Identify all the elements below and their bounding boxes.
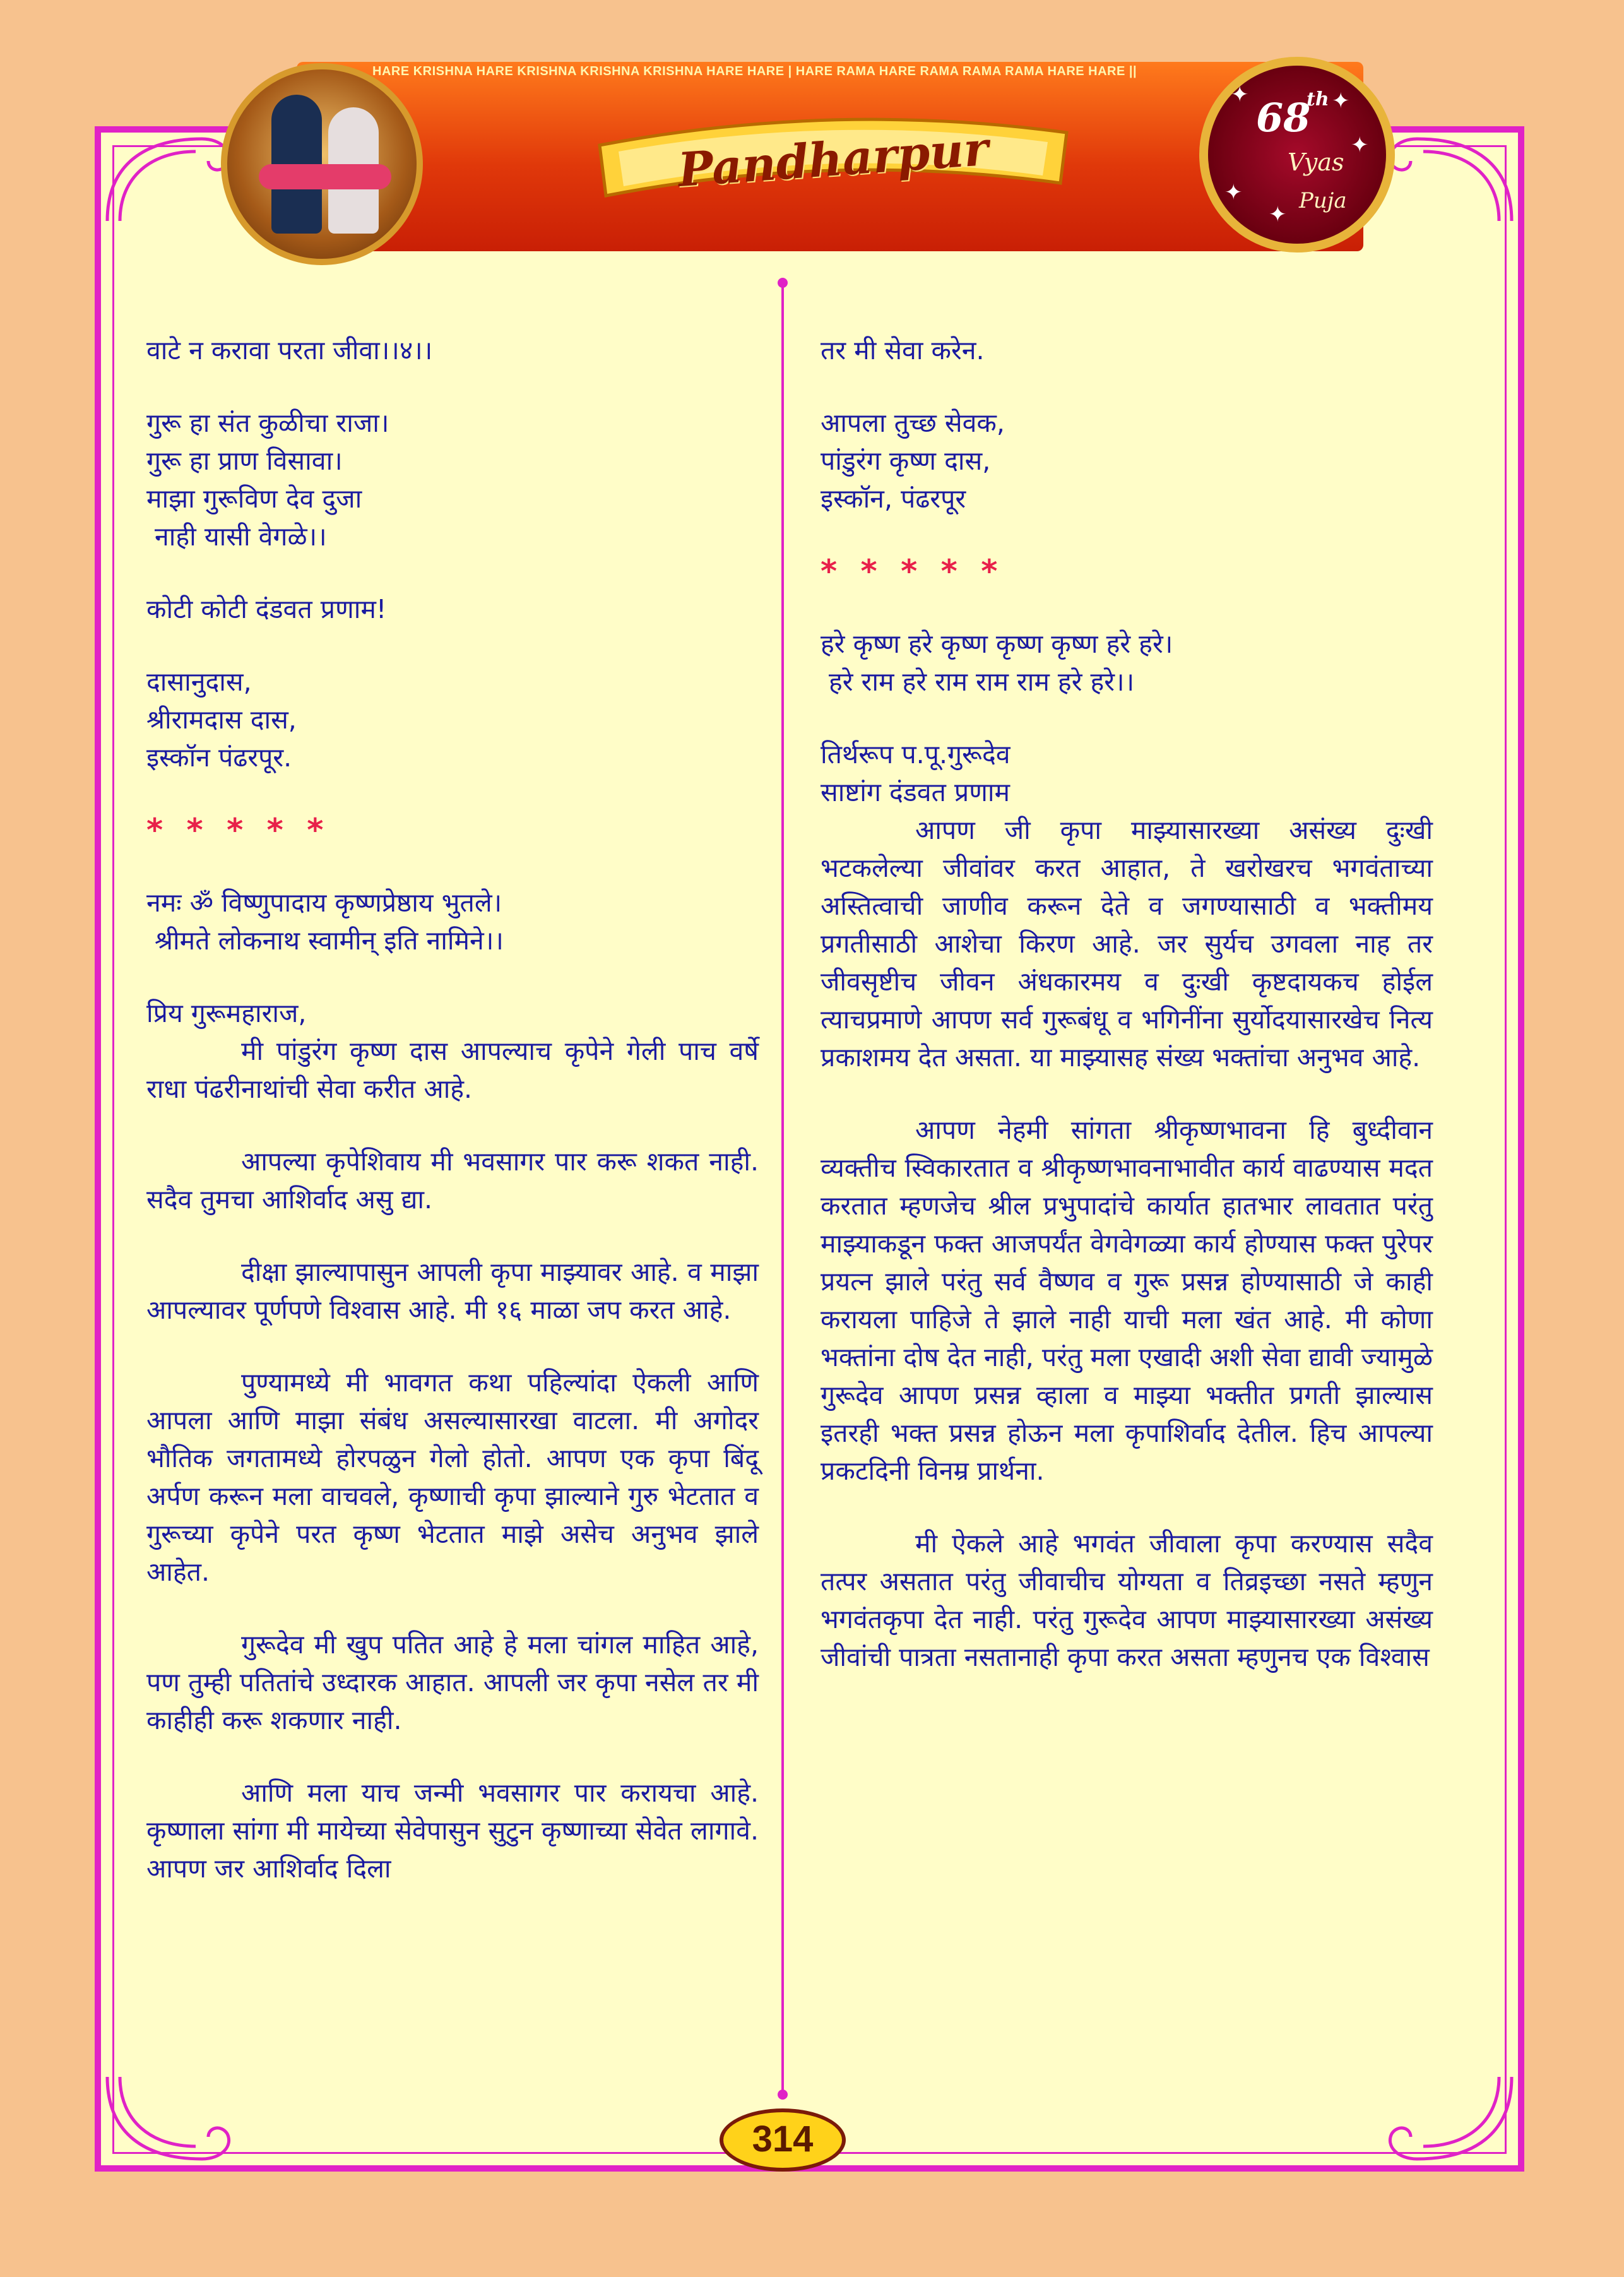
star-icon: ✦ (1332, 88, 1350, 114)
spacer (146, 960, 759, 994)
section-separator: * * * * * (821, 553, 1004, 590)
spacer (146, 1591, 759, 1626)
badge-line-puja: Puja (1299, 188, 1347, 213)
badge-superscript: th (1307, 88, 1329, 110)
corner-ornament-bottom-left (95, 2064, 259, 2172)
spacer (146, 556, 759, 590)
paragraph: मी पांडुरंग कृष्ण दास आपल्याच कृपेने गेली पाच वर्षे राधा पंढरीनाथांची सेवा करीत आहे. (146, 1036, 759, 1104)
spacer (821, 590, 1433, 625)
text-line: वाटे न करावा परता जीवा।।४।। (146, 335, 433, 366)
text-line: श्रीरामदास दास, (146, 705, 297, 735)
spacer (146, 849, 759, 884)
page-number: 314 (720, 2108, 846, 2172)
badge-line-vyas: Vyas (1288, 148, 1344, 176)
text-line: हरे कृष्ण हरे कृष्ण कृष्ण कृष्ण हरे हरे। (821, 629, 1173, 659)
text-line: इस्कॉन, पंढरपूर (821, 484, 966, 514)
paragraph: आणि मला याच जन्मी भवसागर पार करायचा आहे. कृष्णाला सांगा मी मायेच्या सेवेपासुन सुटुन कृष्णाच्या सेवेत लागावे. आपण जर आशिर्वाद दिला (146, 1778, 759, 1884)
text-line: कोटी कोटी दंडवत प्रणाम! (146, 594, 387, 624)
divider-dot-bottom (778, 2090, 788, 2100)
star-icon: ✦ (1269, 202, 1287, 227)
spacer (146, 1108, 759, 1143)
text-line: नमः ॐ विष्णुपादाय कृष्णप्रेष्ठाय भुतले। (146, 888, 502, 918)
header-mantra: HARE KRISHNA HARE KRISHNA KRISHNA KRISHNA HARE HARE | HARE RAMA HARE RAMA RAMA RAMA HARE HARE || (372, 64, 1137, 78)
text-line: गुरू हा संत कुळीचा राजा। (146, 408, 389, 438)
paragraph: गुरूदेव मी खुप पतित आहे हे मला चांगल माहित आहे, पण तुम्ही पतितांचे उध्दारक आहात. आपली जर कृपा नसेल तर मी काहीही करू शकणार नाही. (146, 1629, 759, 1735)
page-title: Pandharpur (676, 121, 990, 198)
spacer (146, 369, 759, 404)
text-line: आपला तुच्छ सेवक, (821, 408, 1005, 438)
text-line: तर मी सेवा करेन. (821, 335, 985, 366)
section-separator: * * * * * (146, 812, 330, 848)
text-line: साष्टांग दंडवत प्रणाम (821, 777, 1011, 807)
spacer (146, 1329, 759, 1364)
paragraph: दीक्षा झाल्यापासुन आपली कृपा माझ्यावर आहे. व माझा आपल्यावर पूर्णपणे विश्वास आहे. मी १६ माळा जप करत आहे. (146, 1257, 759, 1325)
divider-dot-top (778, 278, 788, 288)
text-line: प्रिय गुरूमहाराज, (146, 998, 307, 1028)
text-line: गुरू हा प्राण विसावा। (146, 446, 343, 476)
spacer (821, 701, 1433, 735)
text-line: नाही यासी वेगळे।। (146, 521, 327, 552)
spacer (146, 776, 759, 811)
star-icon: ✦ (1231, 82, 1249, 107)
text-line: इस्कॉन पंढरपूर. (146, 742, 292, 773)
text-line: श्रीमते लोकनाथ स्वामीन् इति नामिने।। (146, 925, 504, 956)
star-icon: ✦ (1351, 133, 1369, 158)
spacer (821, 369, 1433, 404)
paragraph: मी ऐकले आहे भगवंत जीवाला कृपा करण्यास सदैव तत्पर असतात परंतु जीवाचीच योग्यता व तिव्रइच्छा नसते म्हणुन भगवंतकृपा देत नाही. परंतु गुरूदेव आपण माझ्यासारख्या असंख्य जीवांची पात्रता नसतानाही कृपा करत असता म्हणुनच एक विश्वास (821, 1528, 1433, 1672)
paragraph: आपण जी कृपा माझ्यासारख्या असंख्य दुःखी भटकलेल्या जीवांवर करत आहात, ते खरोखरच भगवंताच्या अस्तित्वाची जाणीव करून देते व जगण्यासाठी व भक्तीमय प्रगतीसाठी आशेचा किरण आहे. जर सुर्यच उगवला नाह तर जीवसृष्टीच जीवन अंधकारमय व दुःखी कृष्टदायकच होईल त्याचप्रमाणे आपण सर्व गुरूबंधू व भगिनींना सुर्योदयासारखेच नित्य प्रकाशमय देत असता. या माझ्यासह संख्य भक्तांचा अनुभव आहे. (821, 815, 1433, 1073)
corner-ornament-bottom-right (1360, 2064, 1524, 2172)
text-line: पांडुरंग कृष्ण दास, (821, 446, 991, 476)
right-column (821, 331, 1433, 1676)
spacer (821, 1490, 1433, 1525)
spacer (821, 1076, 1433, 1111)
text-line: हरे राम हरे राम राम राम हरे हरे।। (821, 667, 1135, 697)
spacer (146, 628, 759, 663)
paragraph: पुण्यामध्ये मी भावगत कथा पहिल्यांदा ऐकली आणि आपला आणि माझा संबंध असल्यासारखा वाटला. मी अगोदर भौतिक जगतामध्ये होरपळुन गेलो होतो. आपण एक कृपा बिंदू अर्पण करून मला वाचवले, कृष्णाची कृपा झाल्याने गुरु भेटतात व गुरूच्या कृपेने परत कृष्ण भेटतात माझे असेच अनुभव झाले आहेत. (146, 1367, 759, 1587)
spacer (821, 518, 1433, 552)
left-column (146, 331, 759, 1888)
text-line: माझा गुरूविण देव दुजा (146, 484, 362, 514)
column-divider (781, 281, 784, 2096)
star-icon: ✦ (1224, 180, 1243, 205)
spacer (146, 1739, 759, 1774)
deity-medallion-icon (221, 63, 423, 265)
text-line: तिर्थरूप प.पू.गुरूदेव (821, 739, 1011, 770)
paragraph: आपल्या कृपेशिवाय मी भवसागर पार करू शकत नाही. सदैव तुमचा आशिर्वाद असु द्या. (146, 1146, 759, 1215)
badge-number: 68 (1256, 95, 1311, 141)
paragraph: आपण नेहमी सांगता श्रीकृष्णभावना हि बुध्दीवान व्यक्तीच स्विकारतात व श्रीकृष्णभावनाभावीत कार्य वाढण्यास मदत करतात म्हणजेच श्रील प्रभुपादांचे कार्यात हातभार लावतात परंतु माझ्याकडून फक्त आजपर्यंत वेगवेगळ्या कार्य होण्यास फक्त पुरेपर प्रयत्न झाले परंतु सर्व वैष्णव व गुरू प्रसन्न होण्यासाठी जे काही करायला पाहिजे ते झाले नाही याची मला खंत आहे. मी कोणा भक्तांना दोष देत नाही, परंतु मला एखादी अशी सेवा द्यावी ज्यामुळे गुरूदेव आपण प्रसन्न व्हाला व माझ्या भक्तीत प्रगती झाल्यास इतरही भक्त प्रसन्न होऊन मला कृपाशिर्वाद देतील. हिच आपल्या प्रकटदिनी विनम्र प्रार्थना. (821, 1115, 1433, 1486)
text-line: दासानुदास, (146, 667, 252, 697)
spacer (146, 1218, 759, 1253)
